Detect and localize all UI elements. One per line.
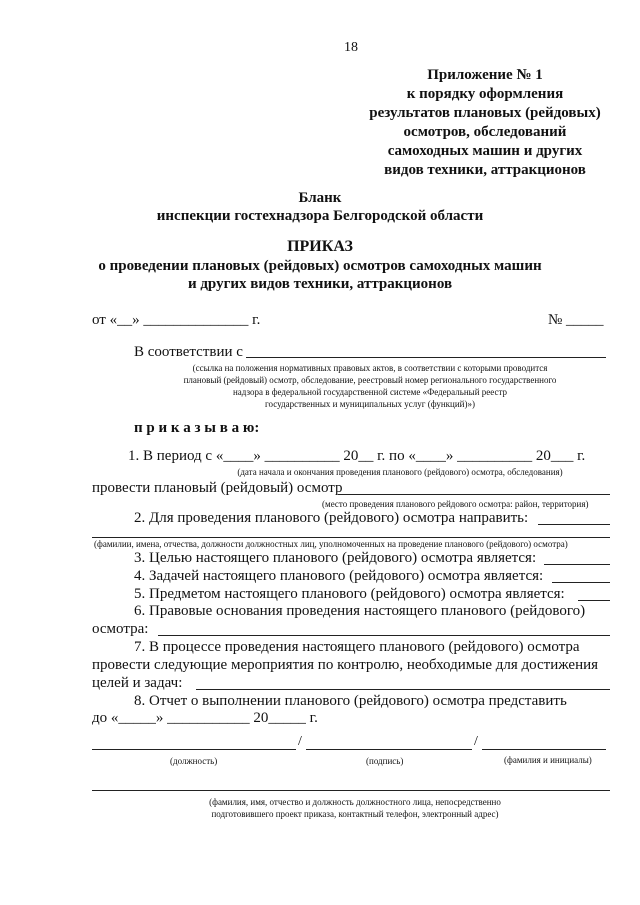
- item-1-place-line: [338, 494, 610, 495]
- blank-title: Бланк: [298, 190, 342, 206]
- accordance-text: В соответствии с: [134, 344, 243, 360]
- item-1-note2: (место проведения планового рейдового осмотра: район, территория): [322, 499, 589, 509]
- order-subtitle-2: и других видов техники, аттракционов: [187, 276, 453, 292]
- item-6-line: [158, 635, 610, 636]
- signature-sign-caption: (подпись): [366, 756, 404, 766]
- signature-slash-2: /: [474, 734, 478, 749]
- order-number: № _____: [548, 312, 604, 328]
- item-2-line-a: [538, 524, 610, 525]
- item-7-line1: 7. В процессе проведения настоящего планового (рейдового) осмотра: [134, 639, 580, 655]
- item-1-note: (дата начала и окончания проведения планового (рейдового) осмотра, обследования): [237, 467, 563, 477]
- item-3: 3. Целью настоящего планового (рейдового) осмотра является:: [134, 550, 537, 566]
- item-4: 4. Задачей настоящего планового (рейдового) осмотра является:: [134, 568, 544, 584]
- appendix-line: к порядку оформления: [406, 86, 564, 102]
- accordance-note-line: (ссылка на положения нормативных правовых актов, в соответствии с которыми проводится: [192, 363, 548, 373]
- item-6-line1: 6. Правовые основания проведения настоящего планового (рейдового): [134, 603, 586, 619]
- accordance-note-line: государственных и муниципальных услуг (функций)»): [265, 399, 475, 409]
- item-7-line3: целей и задач:: [92, 675, 183, 691]
- order-word: п р и к а з ы в а ю:: [134, 420, 260, 436]
- signature-sign-line: [306, 749, 472, 750]
- signature-position-caption: (должность): [170, 756, 218, 766]
- item-7-line2: провести следующие мероприятия по контролю, необходимые для достижения: [92, 657, 599, 673]
- signature-name-line: [482, 749, 606, 750]
- item-3-line: [544, 564, 610, 565]
- item-6-line2: осмотра:: [92, 621, 149, 637]
- appendix-line: самоходных машин и других: [387, 143, 583, 159]
- accordance-note-line: плановый (рейдовый) осмотр, обследование, реестровый номер регионального государственного: [183, 375, 557, 385]
- order-subtitle-1: о проведении плановых (рейдовых) осмотров самоходных машин: [98, 258, 542, 274]
- order-title: ПРИКАЗ: [287, 238, 353, 255]
- order-date: от «__» ______________ г.: [92, 312, 261, 328]
- item-7-line: [196, 689, 610, 690]
- accordance-note-line: надзора в федеральной государственной системе «Федеральный реестр: [232, 387, 508, 397]
- signature-slash-1: /: [298, 734, 302, 749]
- item-8-line1: 8. Отчет о выполнении планового (рейдового) осмотра представить: [134, 693, 567, 709]
- appendix-line: видов техники, аттракционов: [384, 162, 586, 178]
- appendix-line: осмотров, обследований: [403, 124, 567, 140]
- preparer-line: [92, 790, 610, 791]
- item-1: 1. В период с «____» __________ 20__ г. по «____» __________ 20___ г.: [128, 448, 586, 464]
- item-5: 5. Предметом настоящего планового (рейдового) осмотра является:: [134, 586, 565, 602]
- preparer-note-line: подготовившего проект приказа, контактный телефон, электронный адрес): [211, 809, 499, 819]
- page-number: 18: [344, 40, 358, 55]
- signature-name-caption: (фамилия и инициалы): [504, 755, 592, 765]
- appendix-line: Приложение № 1: [427, 67, 543, 83]
- signature-position-line: [92, 749, 296, 750]
- preparer-note: [120, 796, 590, 820]
- appendix-line: результатов плановых (рейдовых): [369, 105, 601, 121]
- accordance-note: [150, 362, 590, 410]
- item-2: 2. Для проведения планового (рейдового) осмотра направить:: [134, 510, 529, 526]
- accordance-line: [246, 357, 606, 358]
- item-8-line2: до «_____» ___________ 20_____ г.: [92, 710, 318, 726]
- item-5-line: [578, 600, 610, 601]
- item-1-line2: провести плановый (рейдовый) осмотр: [92, 480, 343, 496]
- item-4-line: [552, 582, 610, 583]
- blank-org: инспекции гостехнадзора Белгородской области: [156, 208, 484, 224]
- appendix-header: [360, 66, 610, 180]
- preparer-note-line: (фамилия, имя, отчество и должность должностного лица, непосредственно: [209, 797, 501, 807]
- item-2-note: (фамилии, имена, отчества, должности должностных лиц, уполномоченных на проведение планового (рейдового) осмотра): [94, 539, 568, 549]
